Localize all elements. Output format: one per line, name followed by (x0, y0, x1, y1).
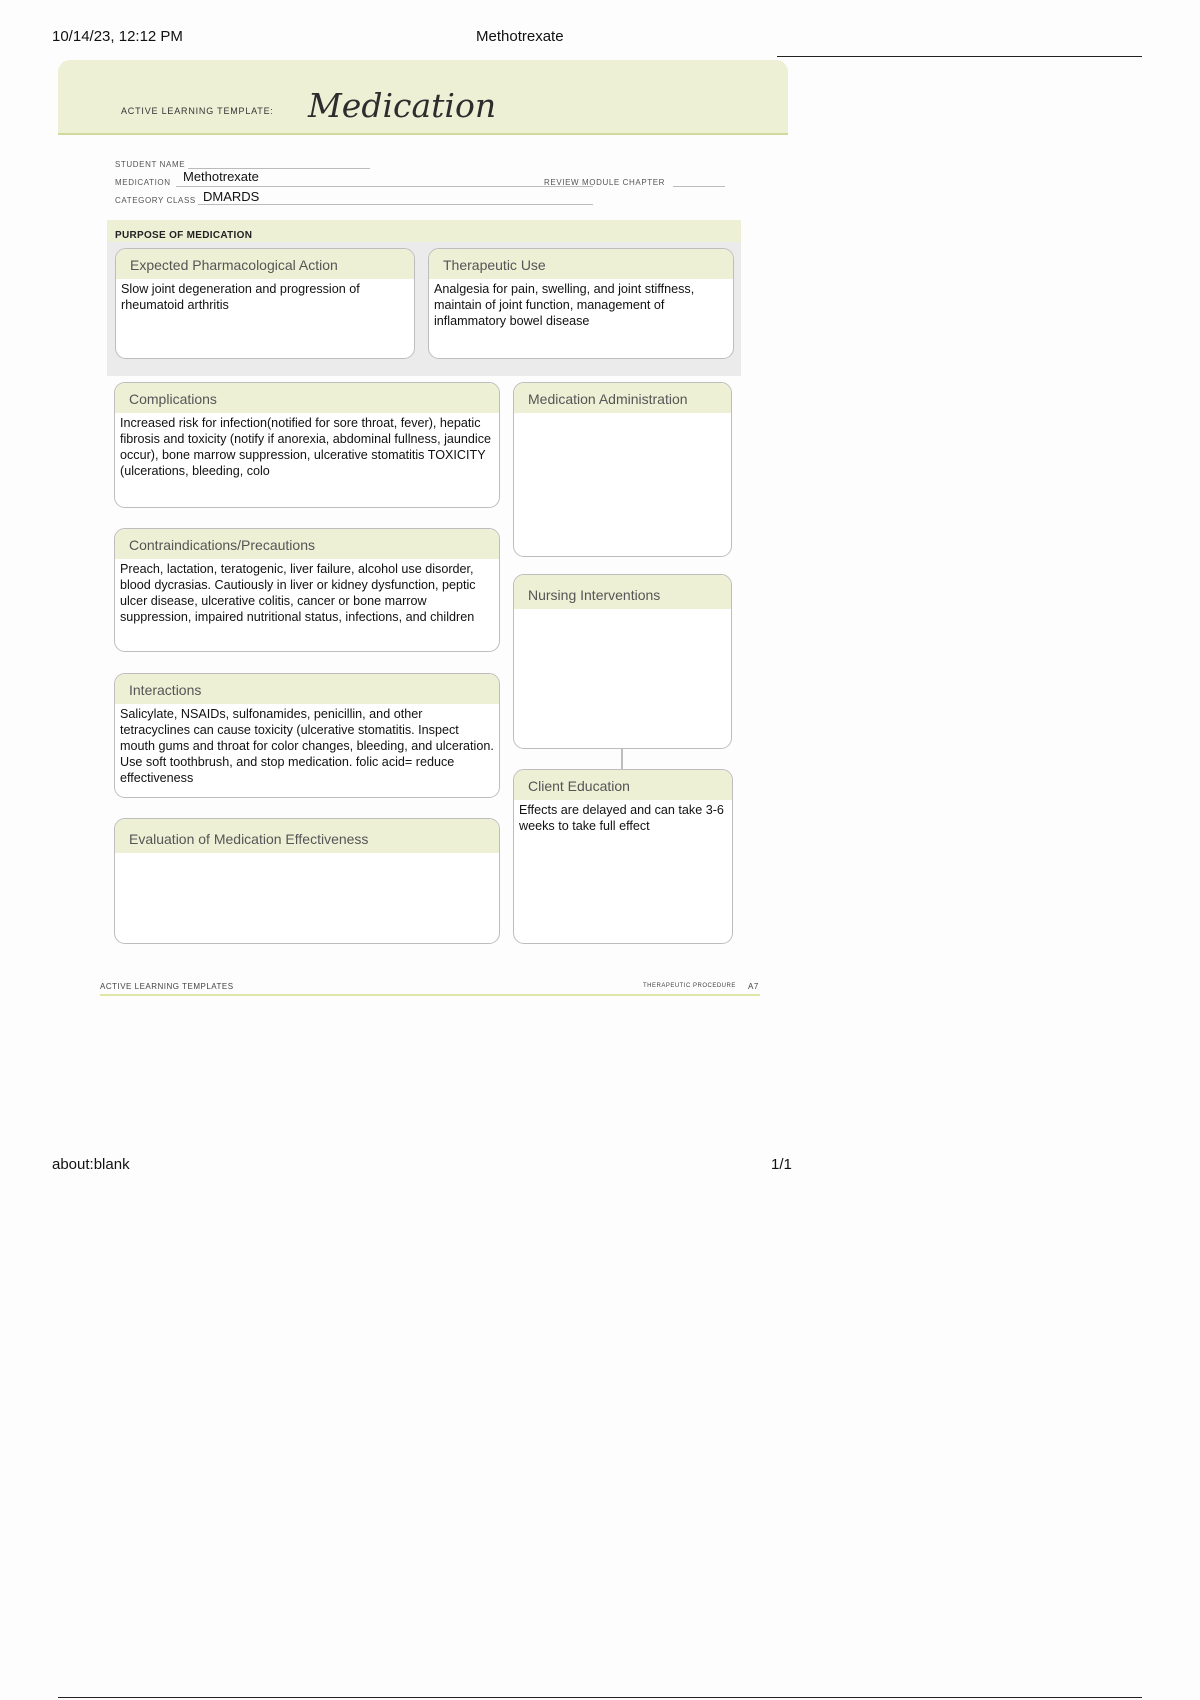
complications-text: Increased risk for infection(notified for sore throat, fever), hepatic fibrosis and toxicity (notify if anorexia, abdominal fullness, jaundice occur), bone marrow suppression, ulcerative stomatitis TOXICITY (ulcerations, bleeding, colo (120, 416, 492, 478)
box-connector (621, 749, 623, 769)
interactions-title: Interactions (115, 674, 499, 704)
pharm-action-box (115, 248, 415, 359)
client-education-title: Client Education (514, 770, 732, 800)
print-url: about:blank (52, 1156, 130, 1173)
medication-template (58, 60, 788, 1010)
complications-box (114, 382, 500, 508)
interactions-text: Salicylate, NSAIDs, sulfonamides, penicillin, and other tetracyclines can cause toxicity (ulcerative stomatitis. Inspect mouth gums and throat for color changes, bleeding, and ulceration. Use soft toothbrush, and stop medication. folic acid= reduce effectiveness (120, 707, 494, 785)
print-page-count: 1/1 (771, 1156, 792, 1173)
client-education-box (513, 769, 733, 944)
review-module-line (673, 186, 725, 187)
student-name-label: STUDENT NAME (115, 160, 186, 169)
nursing-title: Nursing Interventions (514, 575, 731, 609)
med-admin-box (513, 382, 732, 557)
banner-title: Medication (308, 86, 497, 125)
medication-line (176, 186, 593, 187)
medication-value: Methotrexate (183, 169, 259, 184)
med-admin-title: Medication Administration (514, 383, 731, 413)
complications-title: Complications (115, 383, 499, 413)
contraindications-text: Preach, lactation, teratogenic, liver failure, alcohol use disorder, blood dycrasias. Cautiously in liver or kidney dysfunction, peptic ulcer disease, ulcerative colitis, cancer or bone marrow suppression, impaired nutritional status, infections, and children (120, 562, 476, 624)
therapeutic-use-text: Analgesia for pain, swelling, and joint stiffness, maintain of joint function, management of inflammatory bowel disease (434, 282, 695, 328)
pharm-action-text: Slow joint degeneration and progression of rheumatoid arthritis (121, 282, 360, 312)
contraindications-box (114, 528, 500, 652)
review-module-label: REVIEW MODULE CHAPTER (544, 178, 666, 187)
contraindications-title: Contraindications/Precautions (115, 529, 499, 559)
template-footer-left: ACTIVE LEARNING TEMPLATES (100, 982, 234, 991)
pharm-action-title: Expected Pharmacological Action (116, 249, 414, 279)
therapeutic-use-title: Therapeutic Use (429, 249, 733, 279)
banner-label: ACTIVE LEARNING TEMPLATE: (121, 106, 274, 116)
therapeutic-use-box (428, 248, 734, 359)
interactions-box (114, 673, 500, 798)
category-label: CATEGORY CLASS (115, 196, 196, 205)
template-banner (58, 60, 788, 135)
med-admin-text (514, 413, 731, 415)
template-footer-rule (100, 994, 760, 996)
nursing-text (514, 609, 731, 611)
print-doc-title: Methotrexate (476, 28, 564, 45)
bottom-rule (58, 1697, 1142, 1698)
header-rule (777, 56, 1142, 57)
nursing-box (513, 574, 732, 749)
category-line (198, 204, 593, 205)
evaluation-text (115, 853, 499, 855)
client-education-text: Effects are delayed and can take 3-6 weeks to take full effect (519, 803, 724, 833)
medication-label: MEDICATION (115, 178, 171, 187)
evaluation-title: Evaluation of Medication Effectiveness (115, 819, 499, 853)
template-footer-right: THERAPEUTIC PROCEDURE (643, 983, 736, 989)
template-footer-page: A7 (748, 982, 759, 991)
print-datetime: 10/14/23, 12:12 PM (52, 28, 183, 45)
evaluation-box (114, 818, 500, 944)
category-value: DMARDS (203, 189, 260, 204)
purpose-title: PURPOSE OF MEDICATION (115, 230, 253, 241)
